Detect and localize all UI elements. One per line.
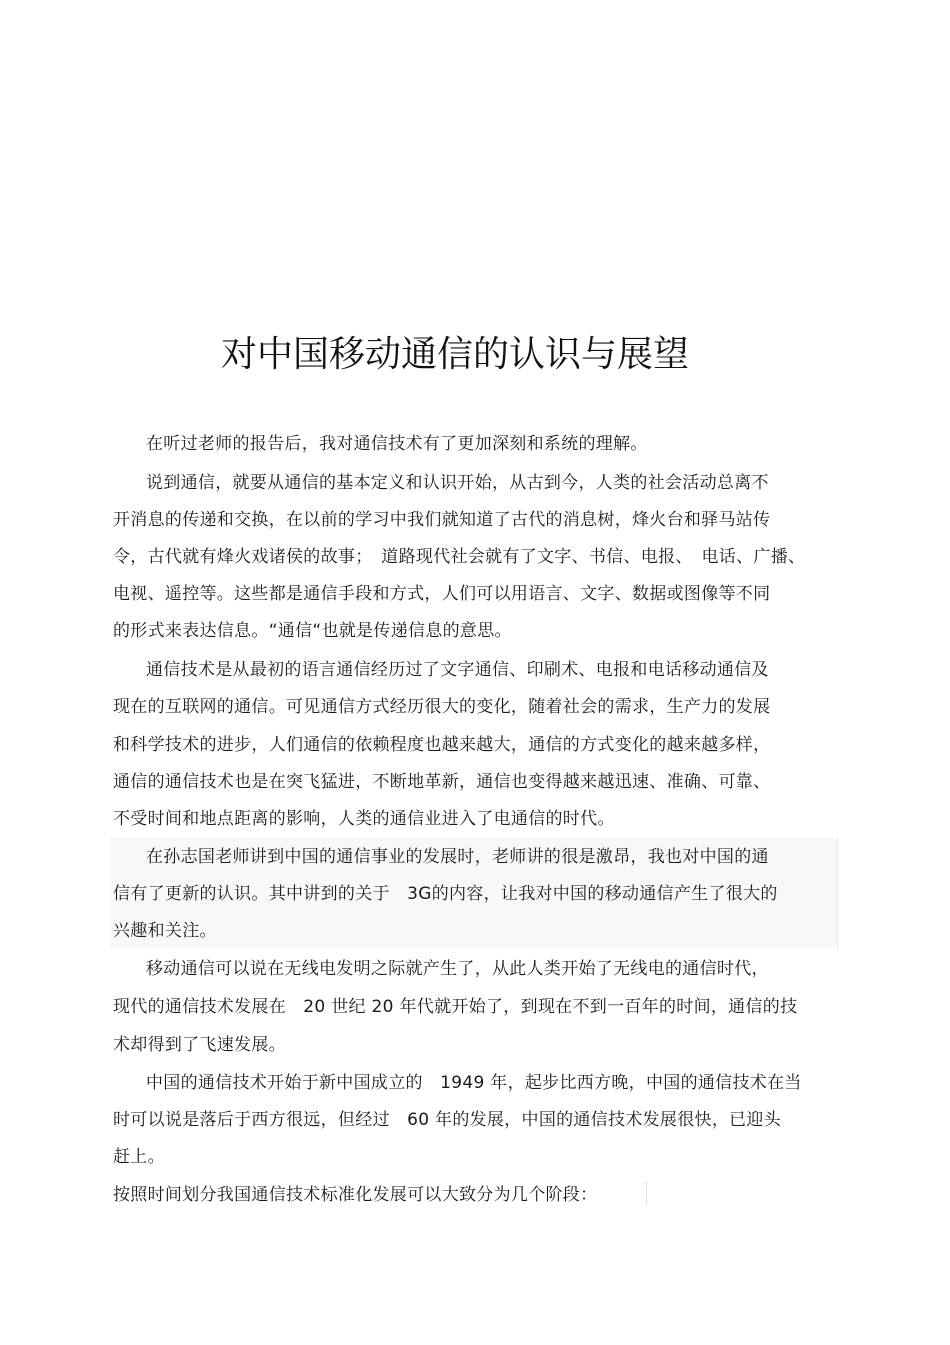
paragraph-4-line-2: 信有了更新的认识。其中讲到的关于 3G的内容，让我对中国的移动通信产生了很大的 xyxy=(113,884,778,904)
paragraph-5-line-1: 移动通信可以说在无线电发明之际就产生了，从此人类开始了无线电的通信时代， xyxy=(146,959,769,979)
paragraph-5-line-3: 术却得到了飞速发展。 xyxy=(113,1035,286,1055)
paragraph-4-line-3: 兴趣和关注。 xyxy=(113,921,217,941)
paragraph-3-line-4: 通信的通信技术也是在突飞猛进，不断地革新，通信也变得越来越迅速、准确、可靠、 xyxy=(113,772,771,792)
paragraph-3-line-5: 不受时间和地点距离的影响，人类的通信业进入了电通信的时代。 xyxy=(113,809,615,829)
paragraph-2-line-4: 电视、遥控等。这些都是通信手段和方式，人们可以用语言、文字、数据或图像等不同 xyxy=(113,584,771,604)
paragraph-6-line-3: 赶上。 xyxy=(113,1147,165,1167)
paragraph-1-line-1: 在听过老师的报告后，我对通信技术有了更加深刻和系统的理解。 xyxy=(146,434,648,454)
document-title: 对中国移动通信的认识与展望 xyxy=(220,334,689,375)
paragraph-6-line-1: 中国的通信技术开始于新中国成立的 1949 年，起步比西方晚，中国的通信技术在当 xyxy=(146,1073,802,1093)
paragraph-2-line-5: 的形式来表达信息。“通信“也就是传递信息的意思。 xyxy=(113,621,512,641)
paragraph-3-line-3: 和科学技术的进步，人们通信的依赖程度也越来越大，通信的方式变化的越来越多样， xyxy=(113,735,771,755)
paragraph-7-line-1: 按照时间划分我国通信技术标准化发展可以大致分为几个阶段： xyxy=(113,1185,598,1205)
paragraph-2-line-2: 开消息的传递和交换，在以前的学习中我们就知道了古代的消息树，烽火台和驿马站传 xyxy=(113,510,771,530)
paragraph-4-line-1: 在孙志国老师讲到中国的通信事业的发展时，老师讲的很是激昂，我也对中国的通 xyxy=(146,847,769,867)
paragraph-2-line-1: 说到通信，就要从通信的基本定义和认识开始，从古到今，人类的社会活动总离不 xyxy=(146,473,769,493)
paragraph-3-line-1: 通信技术是从最初的语言通信经历过了文字通信、印刷术、电报和电话移动通信及 xyxy=(146,660,769,680)
paragraph-3-line-2: 现在的互联网的通信。可见通信方式经历很大的变化，随着社会的需求，生产力的发展 xyxy=(113,697,771,717)
paragraph-5-line-2: 现代的通信技术发展在 20 世纪 20 年代就开始了，到现在不到一百年的时间，通信的技 xyxy=(113,997,798,1017)
paragraph-6-line-2: 时可以说是落后于西方很远，但经过 60 年的发展，中国的通信技术发展很快，已迎头 xyxy=(113,1110,782,1130)
text-box-edge xyxy=(646,1181,647,1205)
paragraph-2-line-3: 令，古代就有烽火戏诸侯的故事； 道路现代社会就有了文字、书信、电报、 电话、广播、 xyxy=(113,547,806,567)
